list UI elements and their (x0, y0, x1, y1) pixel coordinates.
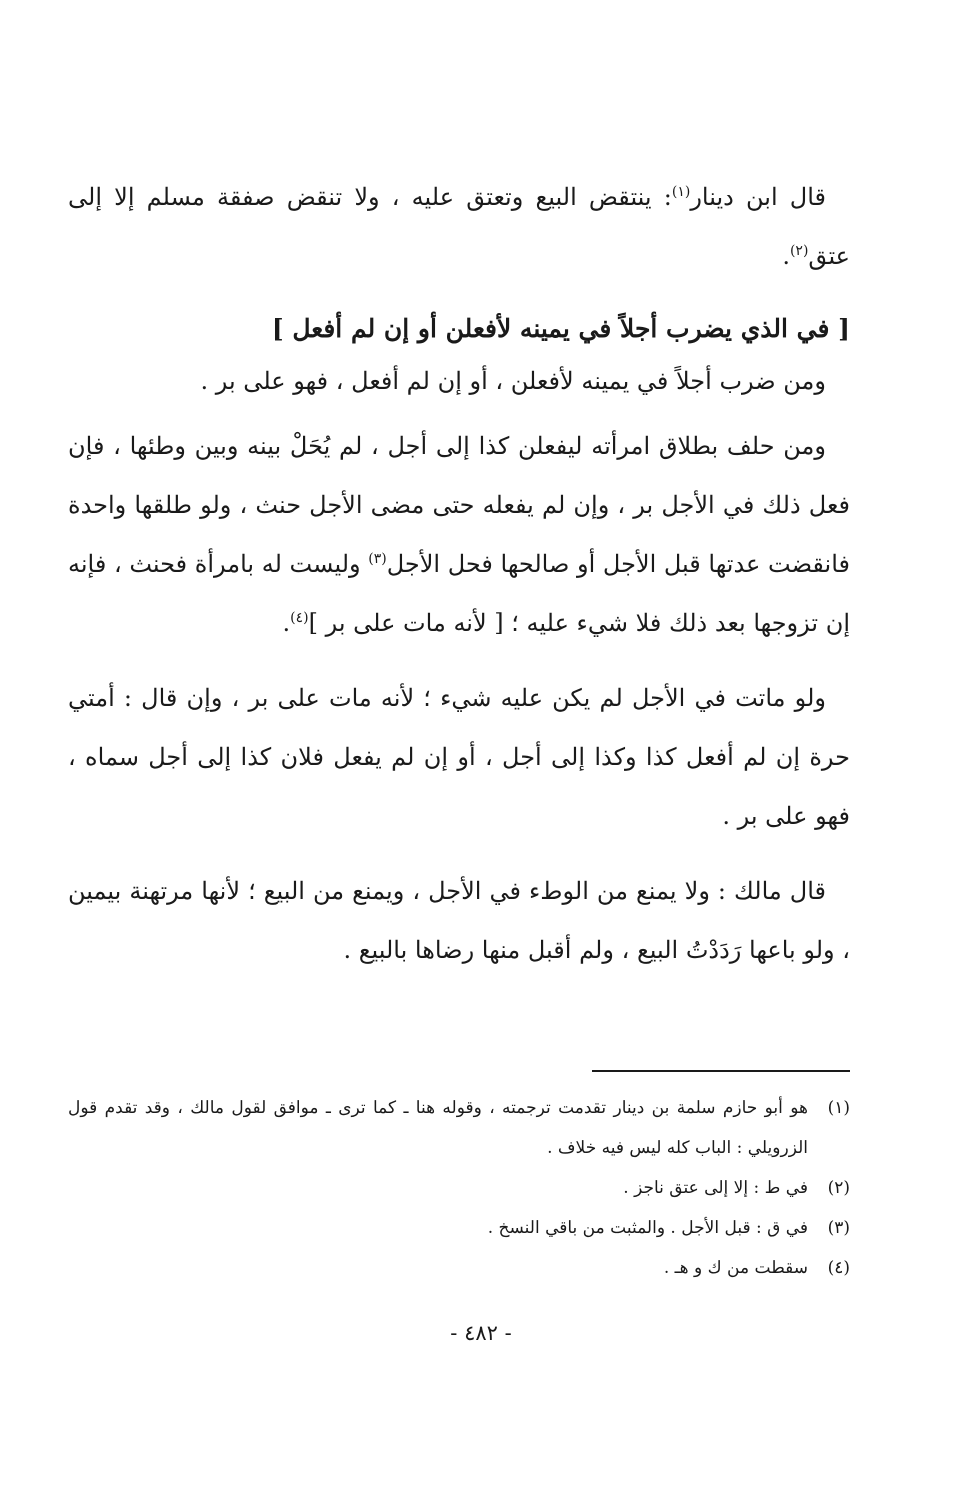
paragraph-3-text-2: وليست له بامرأة فحنث ، فإنه إن تزوجها بعد ذلك فلا شيء عليه ؛ [ لأنه مات على بر ] (68, 550, 850, 637)
footnote-1 (68, 1088, 850, 1168)
paragraph-3 (68, 417, 850, 653)
footnote-ref-4: (٤) (290, 610, 309, 626)
paragraph-5: قال مالك : ولا يمنع من الوطء في الأجل ، ويمنع من البيع ؛ لأنها مرتهنة بيمين ، ولو باعها رَدَدْتُ البيع ، ولم أقبل منها رضاها بالبيع . (68, 877, 850, 964)
footnote-number: (١) (827, 1098, 850, 1118)
footnote-number: (٢) (827, 1178, 850, 1198)
paragraph-3-text: ومن حلف بطلاق امرأته ليفعلن كذا إلى أجل ، لم يُحَلْ بينه وبين وطئها ، فإن فعل ذلك في الأجل بر ، وإن لم يفعله حتى مضى الأجل حنث ، ولو طلقها واحدة فانقضت عدتها قبل الأجل أو صالحها فحل الأجل (68, 432, 850, 578)
section-heading: [ في الذي يضرب أجلاً في يمينه لأفعلن أو إن لم أفعل ] (271, 314, 850, 343)
footnote-text: سقطت من ك و هـ . (663, 1258, 808, 1278)
paragraph-1-text-3: . (782, 242, 790, 270)
paragraph-3-text-3: . (282, 609, 291, 637)
main-text (68, 168, 850, 980)
footnote-ref-2: (٢) (789, 243, 809, 259)
paragraph-2: ومن ضرب أجلاً في يمينه لأفعلن ، أو إن لم أفعل ، فهو على بر . (200, 367, 826, 395)
paragraph-1-text-2: : ينتقض البيع وتعتق عليه ، ولا تنقض صفقة مسلم إلا إلى عتق (68, 183, 850, 270)
paragraph-1-text: قال ابن دينار (690, 183, 827, 211)
page-number: - ٤٨٢ - (450, 1321, 512, 1345)
footnote-text: هو أبو حازم سلمة بن دينار تقدمت ترجمته ، وقوله هنا ـ كما ترى ـ موافق لقول مالك ، وقد تقدم قول الزرويلي : الباب كله ليس فيه خلاف . (68, 1098, 808, 1158)
footnote-ref-3: (٣) (368, 551, 387, 567)
footnote-3 (68, 1208, 850, 1248)
footnote-text: في ق : قبل الأجل . والمثبت من باقي النسخ . (487, 1218, 808, 1238)
footnote-text: في ط : إلا إلى عتق ناجز . (623, 1178, 808, 1198)
footnote-ref-1: (١) (671, 184, 691, 200)
footnote-divider (592, 1070, 850, 1072)
footnotes (68, 1088, 850, 1288)
paragraph-4: ولو ماتت في الأجل لم يكن عليه شيء ؛ لأنه مات على بر ، وإن قال : أمتي حرة إن لم أفعل كذا وكذا إلى أجل ، أو إن لم يفعل فلان كذا إلى أجل سماه ، فهو على بر . (68, 684, 850, 830)
footnote-number: (٤) (827, 1258, 850, 1278)
paragraph-1 (68, 168, 850, 286)
footnote-number: (٣) (827, 1218, 850, 1238)
footnote-2 (68, 1168, 850, 1208)
footnote-4 (68, 1248, 850, 1288)
